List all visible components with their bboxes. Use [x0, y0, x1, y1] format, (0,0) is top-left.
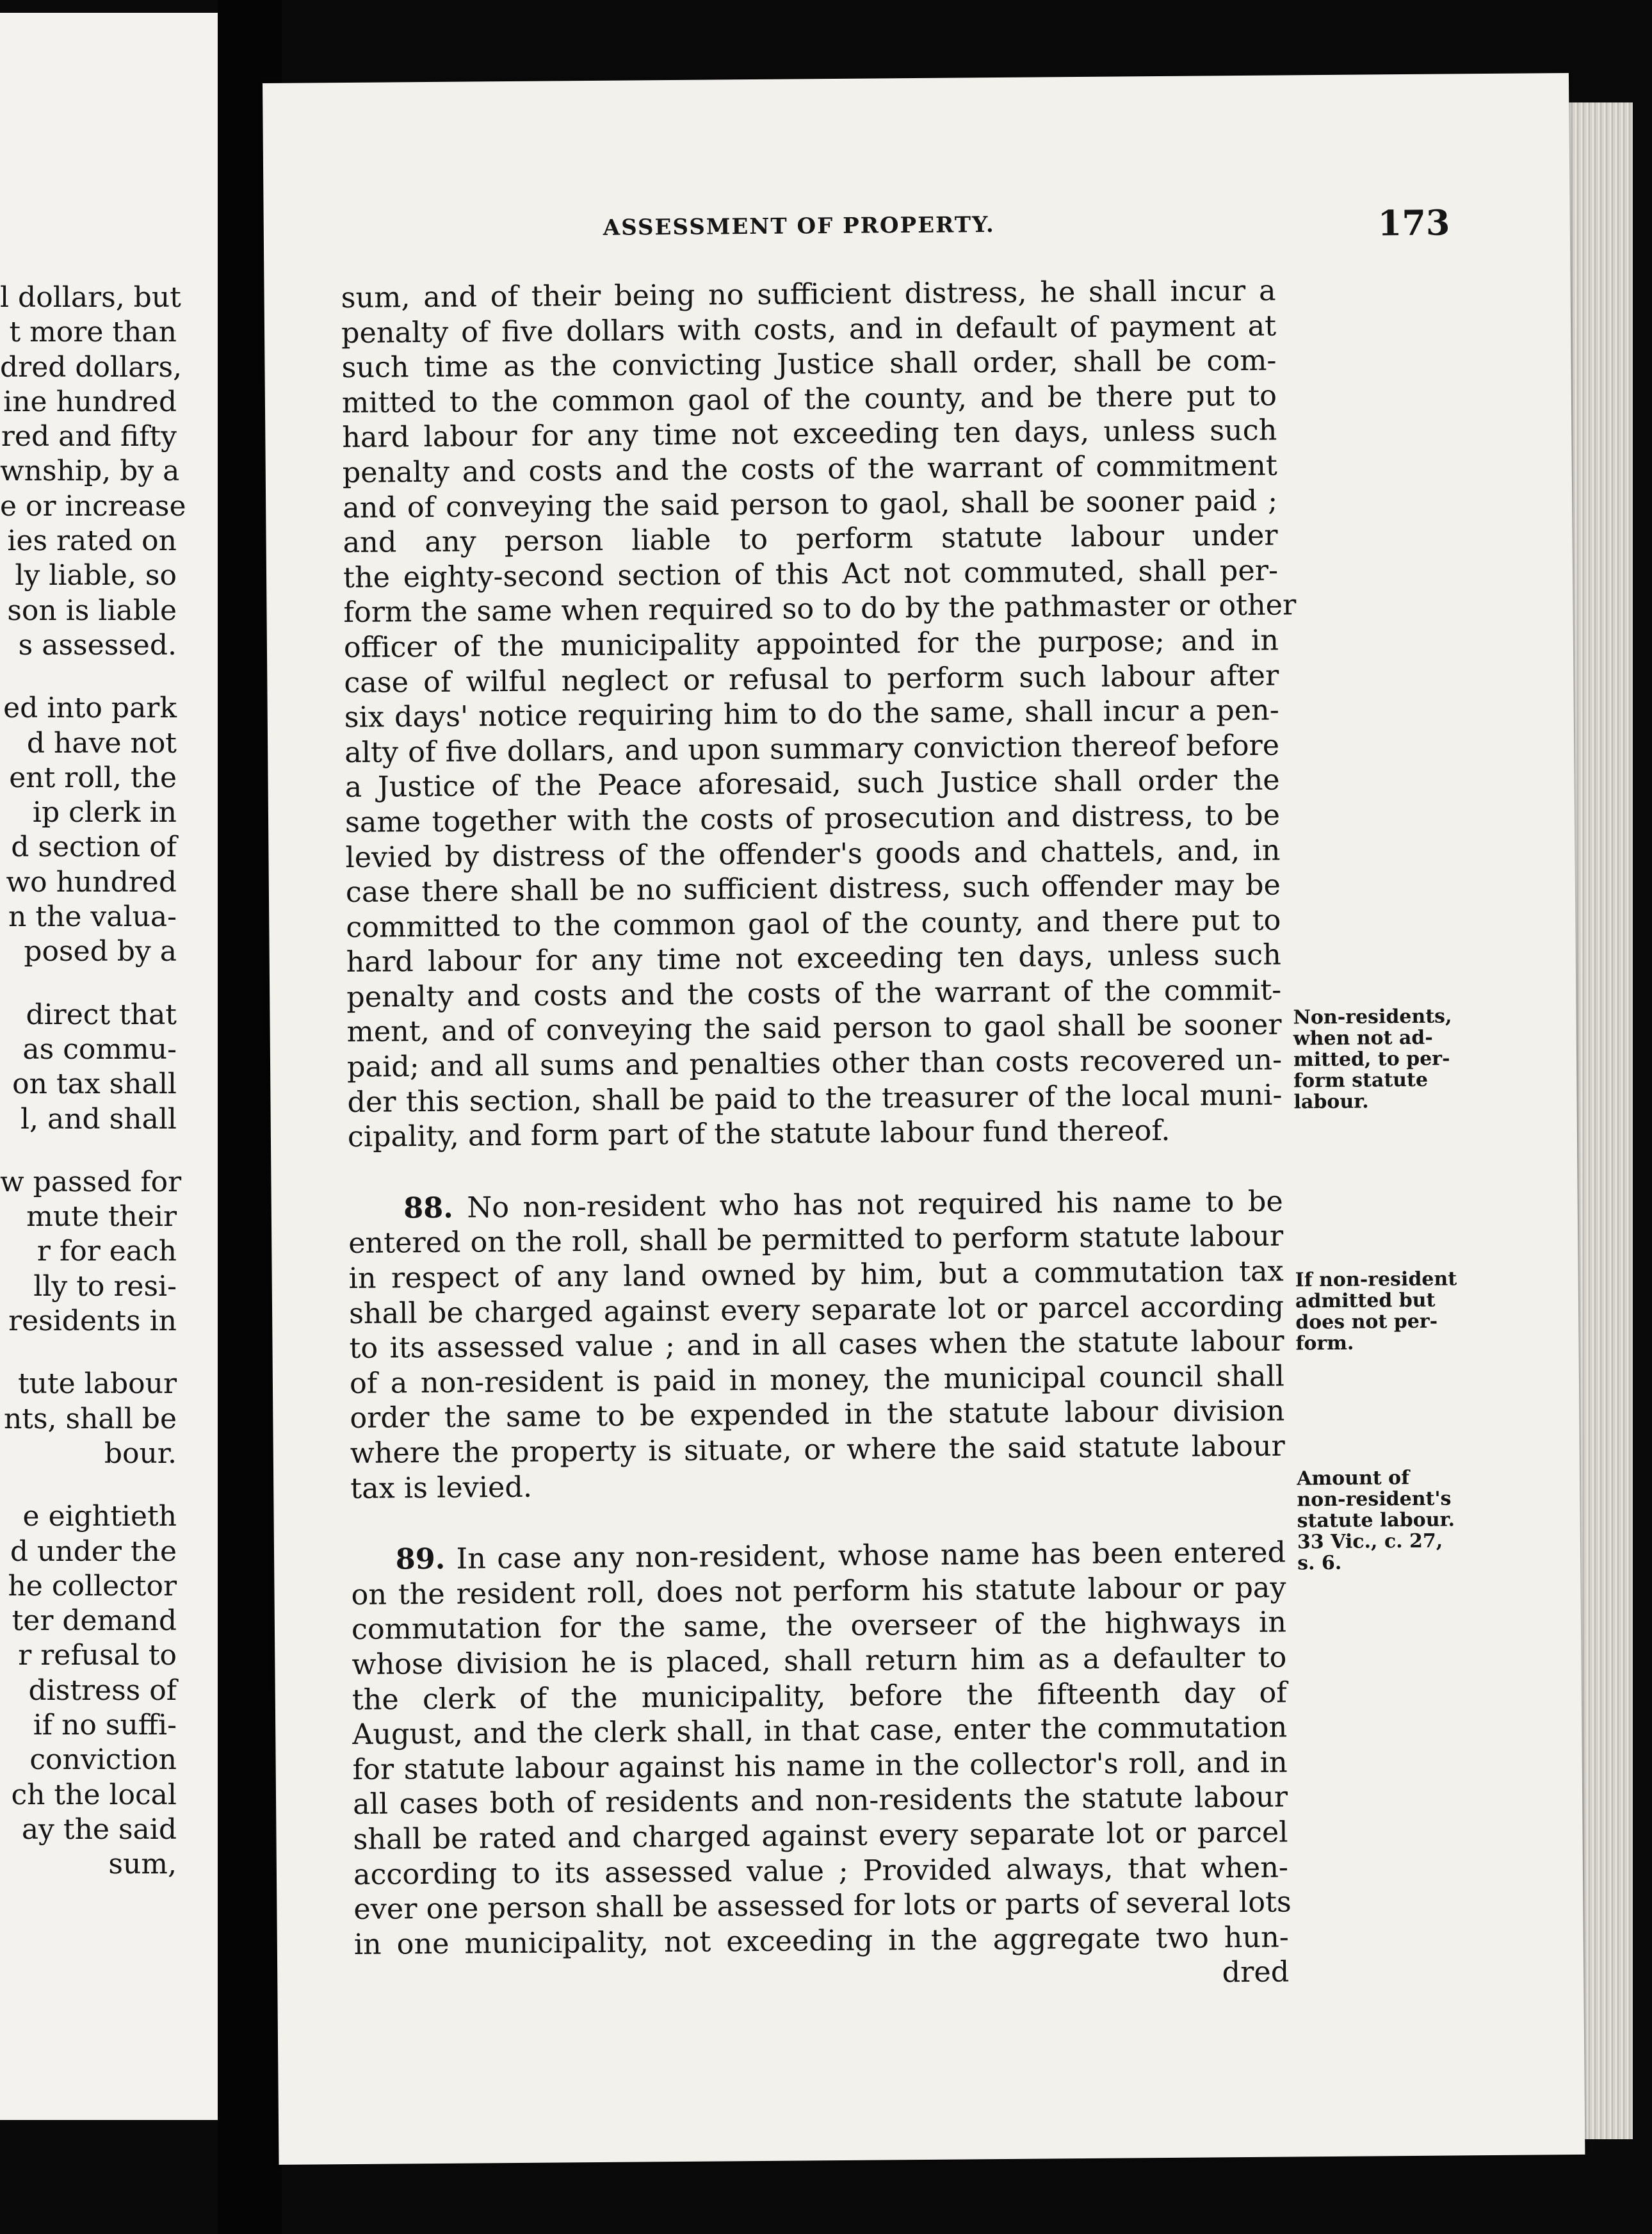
text-line: officer of the municipality appointed for the purpose; and in: [343, 624, 1279, 664]
margin-note-line: 33 Vic., c. 27,: [1297, 1529, 1443, 1554]
previous-page-line: ies rated on: [7, 525, 177, 558]
previous-page-line-gap: [0, 663, 177, 691]
text-line: whose division he is placed, shall return him as a defaulter to: [352, 1641, 1287, 1681]
text-line: the eighty-second section of this Act not commuted, shall per-: [343, 554, 1279, 594]
previous-page-line: posed by a: [24, 935, 177, 968]
previous-page-line: s assessed.: [18, 628, 177, 662]
text-line: cipality, and form part of the statute labour fund thereof.: [347, 1114, 1170, 1154]
previous-page-line: e eightieth: [22, 1500, 177, 1533]
previous-page-line: direct that: [26, 998, 177, 1031]
previous-page-line: l dollars, but: [0, 281, 181, 314]
text-line: tax is levied.: [350, 1471, 533, 1505]
book-page: [263, 73, 1585, 2165]
text-line: committed to the common gaol of the county, and there put to: [346, 904, 1281, 944]
text-line: sum, and of their being no sufficient distress, he shall incur a: [341, 274, 1276, 315]
previous-page-line: d under the: [10, 1535, 177, 1568]
previous-page-line: red and fifty: [1, 420, 177, 453]
previous-page-line: as commu-: [22, 1032, 177, 1066]
previous-page-line: dred dollars,: [0, 350, 182, 384]
section-88-first-line-text: No non-resident who has not required his name to be: [467, 1185, 1283, 1225]
section-88-number: 88.: [403, 1191, 453, 1225]
previous-page-line: ip clerk in: [32, 796, 177, 829]
margin-note-non-residents: [1293, 1006, 1452, 1113]
text-line: such time as the convicting Justice shall order, shall be com-: [341, 344, 1277, 385]
margin-note-if-non-resident: [1295, 1268, 1457, 1354]
text-line: commutation for the same, the overseer of the highways in: [351, 1606, 1287, 1647]
previous-page-line: d section of: [11, 831, 177, 864]
text-line: form the same when required so to do by the pathmaster or other: [343, 589, 1297, 630]
previous-page-line-gap: [0, 1471, 177, 1499]
text-line: order the same to be expended in the statute labour division: [350, 1394, 1285, 1435]
previous-page-text: [0, 281, 186, 1882]
text-line: according to its assessed value ; Provided always, that when-: [353, 1851, 1289, 1891]
previous-page-line: son is liable: [7, 594, 177, 627]
margin-note-line: Amount of: [1297, 1467, 1410, 1490]
text-line: six days' notice requiring him to do the same, shall incur a pen-: [344, 694, 1279, 735]
section-89-text: [351, 1570, 1292, 1998]
section-89-number: 89.: [395, 1542, 446, 1576]
text-line: dred: [1222, 1955, 1290, 1989]
margin-note-line: s. 6.: [1297, 1551, 1342, 1575]
previous-page-line: w passed for: [0, 1165, 182, 1198]
text-line: hard labour for any time not exceeding ten days, unless such: [346, 938, 1281, 979]
text-line: paid; and all sums and penalties other than costs recovered un-: [346, 1043, 1283, 1084]
text-line: ment, and of conveying the said person to gaol shall be sooner: [346, 1009, 1282, 1049]
section-89-first-line-text: In case any non-resident, whose name has been entered: [456, 1536, 1286, 1576]
margin-note-line: statute labour.: [1297, 1508, 1455, 1533]
section-89: [351, 1535, 1290, 1998]
margin-note-line: If non-resident: [1295, 1268, 1457, 1292]
margin-note-line: non-resident's: [1297, 1487, 1452, 1512]
text-line: in respect of any land owned by him, but a commutation tax: [348, 1255, 1284, 1296]
previous-page-line: bour.: [104, 1437, 177, 1470]
previous-page-line-gap: [0, 970, 177, 998]
text-line: shall be charged against every separate lot or parcel according: [348, 1290, 1284, 1330]
previous-page-line: tute labour: [17, 1367, 177, 1401]
text-line: where the property is situate, or where the said statute labour: [350, 1430, 1285, 1470]
previous-page-line: on tax shall: [12, 1068, 177, 1101]
text-line: entered on the roll, shall be permitted to perform statute labour: [348, 1219, 1284, 1260]
previous-page-line: if no suffi-: [33, 1708, 177, 1741]
text-line: to its assessed value ; and in all cases when the statute labour: [349, 1325, 1284, 1366]
previous-page-line: n the valua-: [8, 901, 177, 934]
section-88-text: [348, 1219, 1285, 1506]
margin-note-line: form.: [1295, 1332, 1354, 1355]
text-line: and any person liable to perform statute labour under: [343, 519, 1278, 560]
previous-page-fragment: [0, 13, 218, 2120]
text-line: shall be rated and charged against every separate lot or parcel: [353, 1816, 1288, 1856]
section-88: [348, 1184, 1286, 1506]
running-head: ASSESSMENT OF PROPERTY.: [603, 212, 995, 241]
text-line: mitted to the common gaol of the county, and be there put to: [341, 379, 1277, 420]
text-line: ever one person shall be assessed for lots or parts of several lots: [353, 1886, 1292, 1927]
text-line: August, and the clerk shall, in that case, enter the commutation: [352, 1711, 1288, 1752]
previous-page-line: ly liable, so: [15, 559, 177, 592]
previous-page-line: d have not: [26, 726, 177, 760]
text-line: same together with the costs of prosecution and distress, to be: [344, 799, 1281, 839]
previous-page-line: conviction: [29, 1743, 177, 1777]
previous-page-line-gap: [0, 1339, 177, 1367]
previous-page-line: he collector: [8, 1569, 177, 1602]
text-line: the clerk of the municipality, before the fifteenth day of: [352, 1676, 1287, 1716]
margin-note-line: does not per-: [1295, 1310, 1438, 1334]
text-line: case there shall be no sufficient distress, such offender may be: [345, 868, 1281, 909]
text-line: alty of five dollars, and upon summary conviction thereof before: [344, 729, 1280, 769]
previous-page-line: lly to resi-: [33, 1269, 177, 1303]
text-line: a Justice of the Peace aforesaid, such Justice shall order the: [344, 763, 1280, 804]
previous-page-line: ch the local: [11, 1778, 177, 1811]
margin-note-line: admitted but: [1295, 1289, 1436, 1313]
previous-page-line: t more than: [9, 316, 177, 349]
text-line: on the resident roll, does not perform his statute labour or pay: [351, 1571, 1286, 1611]
continuation-paragraph: [341, 274, 1297, 1155]
previous-page-line: e or increase: [0, 489, 186, 523]
text-line: hard labour for any time not exceeding ten days, unless such: [342, 414, 1277, 455]
previous-page-line: mute their: [26, 1200, 177, 1234]
previous-page-line: ay the said: [21, 1813, 177, 1846]
text-line: in one municipality, not exceeding in the aggregate two hun-: [353, 1921, 1289, 1961]
previous-page-line: wnship, by a: [0, 455, 180, 488]
margin-note-amount: [1297, 1467, 1455, 1574]
previous-page-line: ter demand: [12, 1604, 177, 1638]
text-line: of a non-resident is paid in money, the municipal council shall: [349, 1360, 1285, 1400]
body-column: [341, 274, 1297, 1998]
previous-page-line: ine hundred: [3, 385, 177, 418]
previous-page-line: r refusal to: [18, 1639, 177, 1672]
previous-page-line: ent roll, the: [9, 761, 177, 794]
text-line: and of conveying the said person to gaol, shall be sooner paid ;: [343, 484, 1278, 525]
margin-note-line: labour.: [1293, 1090, 1369, 1114]
text-line: der this section, shall be paid to the treasurer of the local muni-: [347, 1079, 1283, 1119]
margin-note-line: when not ad-: [1293, 1026, 1433, 1050]
margin-note-line: Non-residents,: [1293, 1005, 1452, 1029]
previous-page-line: ed into park: [3, 692, 177, 725]
text-line: case of wilful neglect or refusal to perform such labour after: [344, 659, 1279, 699]
previous-page-line: r for each: [36, 1235, 177, 1268]
page-number: 173: [1377, 202, 1450, 244]
previous-page-line: nts, shall be: [3, 1402, 177, 1435]
margin-note-line: form statute: [1293, 1068, 1429, 1093]
text-line: penalty of five dollars with costs, and in default of payment at: [341, 309, 1277, 350]
text-line: for statute labour against his name in the collector's roll, and in: [352, 1746, 1288, 1786]
previous-page-line: residents in: [8, 1305, 177, 1338]
text-line: all cases both of residents and non-residents the statute labour: [352, 1781, 1288, 1822]
text-line: penalty and costs and the costs of the warrant of commitment: [342, 449, 1277, 490]
previous-page-line: wo hundred: [6, 865, 177, 899]
text-line: penalty and costs and the costs of the warrant of the commit-: [346, 974, 1282, 1014]
previous-page-line: distress of: [28, 1674, 177, 1707]
previous-page-line: sum,: [108, 1848, 177, 1881]
previous-page-line-gap: [0, 1137, 177, 1165]
previous-page-line: l, and shall: [20, 1102, 177, 1136]
text-line: levied by distress of the offender's goods and chattels, and, in: [345, 834, 1281, 874]
margin-note-line: mitted, to per-: [1293, 1047, 1450, 1072]
